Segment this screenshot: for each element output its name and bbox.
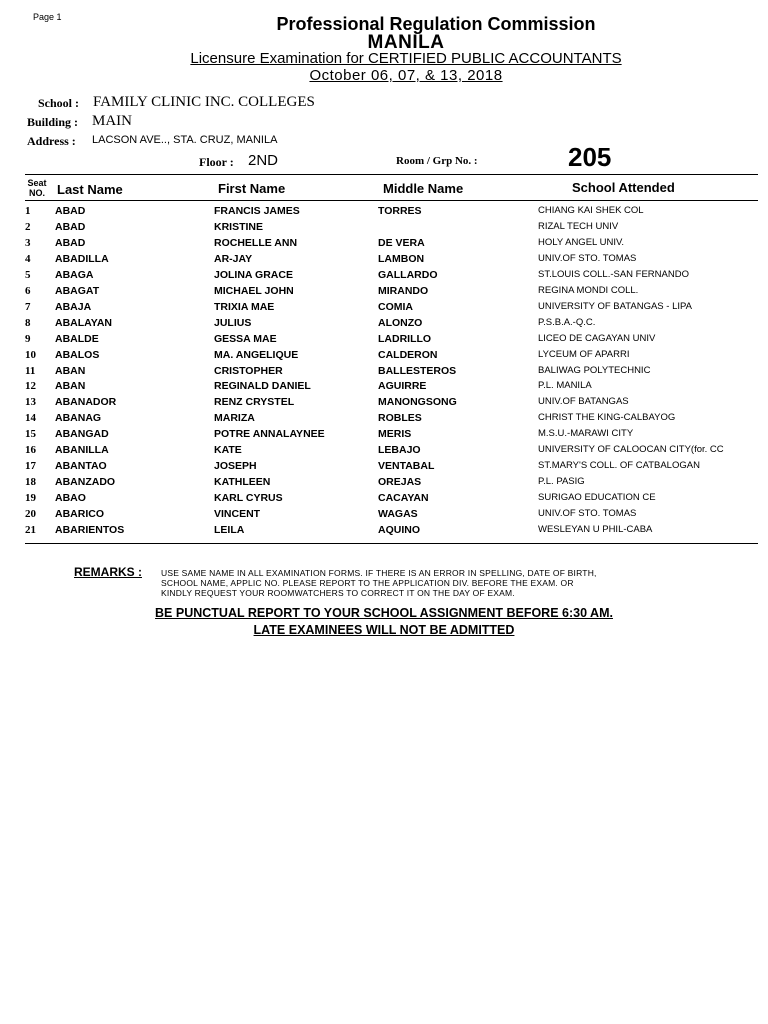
first-name: CRISTOPHER xyxy=(214,364,283,377)
seat-number: 18 xyxy=(25,476,36,489)
remarks-text xyxy=(161,568,681,598)
middle-name: GALLARDO xyxy=(378,268,438,281)
table-row xyxy=(0,269,768,285)
header-first-name: First Name xyxy=(218,181,286,196)
floor-value: 2ND xyxy=(248,152,279,169)
seat-number: 12 xyxy=(25,380,36,393)
last-name: ABAD xyxy=(55,205,86,217)
first-name: JOSEPH xyxy=(214,460,257,473)
room-value: 205 xyxy=(568,142,612,172)
table-row xyxy=(0,301,768,317)
table-row xyxy=(0,524,768,540)
middle-name: ALONZO xyxy=(378,316,423,329)
school-attended: UNIVERSITY OF BATANGAS - LIPA xyxy=(538,300,692,312)
table-row xyxy=(0,205,768,221)
middle-name: COMIA xyxy=(378,300,413,313)
school-attended: SURIGAO EDUCATION CE xyxy=(538,492,656,504)
seat-number: 8 xyxy=(25,316,31,329)
seat-number: 19 xyxy=(25,492,36,505)
commission-title: Professional Regulation Commission xyxy=(276,14,596,34)
remarks-line: SCHOOL NAME, APPLIC NO. PLEASE REPORT TO THE APPLICATION DIV. BEFORE THE EXAM. OR xyxy=(161,578,574,588)
school-attended: RIZAL TECH UNIV xyxy=(538,220,619,232)
first-name: ROCHELLE ANN xyxy=(214,236,298,249)
header-school-attended: School Attended xyxy=(572,180,675,195)
table-bottom-rule xyxy=(25,543,758,544)
header-bottom-rule xyxy=(25,200,758,201)
seat-number: 4 xyxy=(25,252,31,265)
seat-number: 3 xyxy=(25,236,31,249)
school-value: FAMILY CLINIC INC. COLLEGES xyxy=(93,94,315,110)
first-name: MARIZA xyxy=(214,412,255,425)
school-attended: UNIVERSITY OF CALOOCAN CITY(for. CC xyxy=(538,444,724,456)
table-row xyxy=(0,365,768,381)
first-name: KRISTINE xyxy=(214,220,264,233)
table-row xyxy=(0,444,768,460)
first-name: LEILA xyxy=(214,524,245,536)
table-row xyxy=(0,285,768,301)
school-attended: ST.MARY'S COLL. OF CATBALOGAN xyxy=(538,460,700,472)
seat-number: 14 xyxy=(25,412,36,425)
middle-name: LAMBON xyxy=(378,252,425,265)
table-row xyxy=(0,237,768,253)
first-name: KATHLEEN xyxy=(214,476,271,489)
middle-name: AQUINO xyxy=(378,524,420,536)
last-name: ABAJA xyxy=(55,300,92,313)
school-attended: ST.LOUIS COLL.-SAN FERNANDO xyxy=(538,268,689,280)
first-name: JULIUS xyxy=(214,316,252,329)
exam-dates: October 06, 07, & 13, 2018 xyxy=(309,67,503,84)
table-row xyxy=(0,349,768,365)
last-name: ABAD xyxy=(55,220,86,233)
middle-name: MERIS xyxy=(378,428,412,441)
school-attended: P.L. MANILA xyxy=(538,380,592,392)
middle-name: WAGAS xyxy=(378,508,418,521)
seat-number: 7 xyxy=(25,300,31,313)
header-last-name: Last Name xyxy=(57,182,123,197)
first-name: GESSA MAE xyxy=(214,332,277,345)
school-attended: LICEO DE CAGAYAN UNIV xyxy=(538,332,656,344)
last-name: ABALAYAN xyxy=(55,316,112,329)
last-name: ABANTAO xyxy=(55,460,107,473)
school-attended: M.S.U.-MARAWI CITY xyxy=(538,428,634,440)
floor-label: Floor : xyxy=(199,155,234,169)
last-name: ABANADOR xyxy=(55,396,117,409)
table-row xyxy=(0,460,768,476)
last-name: ABANAG xyxy=(55,412,102,425)
header-middle-name: Middle Name xyxy=(383,181,464,196)
middle-name: OREJAS xyxy=(378,476,422,489)
first-name: TRIXIA MAE xyxy=(214,300,275,313)
first-name: FRANCIS JAMES xyxy=(214,205,300,217)
building-label: Building : xyxy=(27,115,79,129)
middle-name: MIRANDO xyxy=(378,284,429,297)
remarks-line: KINDLY REQUEST YOUR ROOMWATCHERS TO CORRECT IT ON THE DAY OF EXAM. xyxy=(161,588,515,598)
middle-name: TORRES xyxy=(378,205,422,217)
middle-name: DE VERA xyxy=(378,236,425,249)
room-label: Room / Grp No. : xyxy=(396,155,478,167)
building-value: MAIN xyxy=(92,113,132,129)
last-name: ABARICO xyxy=(55,508,104,521)
address-value: LACSON AVE.., STA. CRUZ, MANILA xyxy=(92,134,278,146)
city-title: MANILA xyxy=(367,32,445,53)
school-attended: BALIWAG POLYTECHNIC xyxy=(538,364,651,376)
last-name: ABANGAD xyxy=(55,428,109,441)
last-name: ABANZADO xyxy=(55,476,116,489)
seat-number: 1 xyxy=(25,205,31,217)
seat-number: 10 xyxy=(25,348,36,361)
seat-number: 13 xyxy=(25,396,36,409)
header-seat-line1: Seat xyxy=(27,178,47,188)
seat-number: 5 xyxy=(25,268,31,281)
table-row xyxy=(0,333,768,349)
middle-name: ROBLES xyxy=(378,412,422,425)
middle-name: LADRILLO xyxy=(378,332,432,345)
middle-name: LEBAJO xyxy=(378,444,421,457)
first-name: MICHAEL JOHN xyxy=(214,284,294,297)
school-attended: P.S.B.A.-Q.C. xyxy=(538,316,596,328)
seat-number: 2 xyxy=(25,220,31,233)
middle-name: VENTABAL xyxy=(378,460,435,473)
table-row xyxy=(0,428,768,444)
first-name: REGINALD DANIEL xyxy=(214,380,311,393)
school-attended: LYCEUM OF APARRI xyxy=(538,348,630,360)
school-attended: REGINA MONDI COLL. xyxy=(538,284,639,296)
last-name: ABAN xyxy=(55,380,86,393)
middle-name: AGUIRRE xyxy=(378,380,427,393)
last-name: ABAD xyxy=(55,236,86,249)
school-attended: WESLEYAN U PHIL-CABA xyxy=(538,524,653,535)
school-attended: HOLY ANGEL UNIV. xyxy=(538,236,625,248)
remarks-label: REMARKS : xyxy=(74,565,142,579)
table-row xyxy=(0,253,768,269)
late-notice: LATE EXAMINEES WILL NOT BE ADMITTED xyxy=(253,623,515,637)
page-number: Page 1 xyxy=(33,12,62,22)
seat-number: 17 xyxy=(25,460,36,473)
first-name: POTRE ANNALAYNEE xyxy=(214,428,325,441)
header-seat-line2: NO. xyxy=(28,188,45,198)
last-name: ABANILLA xyxy=(55,444,109,457)
header-seat xyxy=(24,178,50,198)
exam-title: Licensure Examination for CERTIFIED PUBLIC ACCOUNTANTS xyxy=(190,50,622,67)
first-name: JOLINA GRACE xyxy=(214,268,293,281)
first-name: KATE xyxy=(214,444,242,457)
school-label: School : xyxy=(38,96,80,110)
last-name: ABAO xyxy=(55,492,86,505)
last-name: ABALDE xyxy=(55,332,99,345)
school-attended: UNIV.OF STO. TOMAS xyxy=(538,252,637,264)
table-row xyxy=(0,317,768,333)
school-attended: CHRIST THE KING-CALBAYOG xyxy=(538,412,676,424)
school-attended: CHIANG KAI SHEK COL xyxy=(538,205,644,216)
last-name: ABALOS xyxy=(55,348,100,361)
table-row xyxy=(0,396,768,412)
first-name: KARL CYRUS xyxy=(214,492,283,505)
seat-number: 21 xyxy=(25,524,36,536)
table-row xyxy=(0,412,768,428)
last-name: ABAGA xyxy=(55,268,94,281)
middle-name: CALDERON xyxy=(378,348,438,361)
seat-number: 15 xyxy=(25,428,36,441)
punctual-notice: BE PUNCTUAL REPORT TO YOUR SCHOOL ASSIGNMENT BEFORE 6:30 AM. xyxy=(155,606,613,620)
table-row xyxy=(0,476,768,492)
seat-number: 20 xyxy=(25,508,36,521)
table-row xyxy=(0,508,768,524)
seat-number: 9 xyxy=(25,332,31,345)
table-row xyxy=(0,492,768,508)
first-name: VINCENT xyxy=(214,508,261,521)
seat-number: 6 xyxy=(25,284,31,297)
remarks-line: USE SAME NAME IN ALL EXAMINATION FORMS. IF THERE IS AN ERROR IN SPELLING, DATE OF BIRTH, xyxy=(161,568,597,578)
seat-number: 11 xyxy=(25,364,36,377)
table-row xyxy=(0,380,768,396)
middle-name: MANONGSONG xyxy=(378,396,457,409)
first-name: RENZ CRYSTEL xyxy=(214,396,295,409)
first-name: AR-JAY xyxy=(214,252,253,265)
address-label: Address : xyxy=(27,134,76,148)
table-top-rule xyxy=(25,174,758,175)
school-attended: P.L. PASIG xyxy=(538,476,585,488)
school-attended: UNIV.OF BATANGAS xyxy=(538,396,629,408)
last-name: ABARIENTOS xyxy=(55,524,125,536)
last-name: ABADILLA xyxy=(55,252,109,265)
first-name: MA. ANGELIQUE xyxy=(214,348,299,361)
middle-name: BALLESTEROS xyxy=(378,364,457,377)
last-name: ABAGAT xyxy=(55,284,100,297)
seat-number: 16 xyxy=(25,444,36,457)
school-attended: UNIV.OF STO. TOMAS xyxy=(538,508,637,520)
table-row xyxy=(0,221,768,237)
middle-name: CACAYAN xyxy=(378,492,429,505)
last-name: ABAN xyxy=(55,364,86,377)
